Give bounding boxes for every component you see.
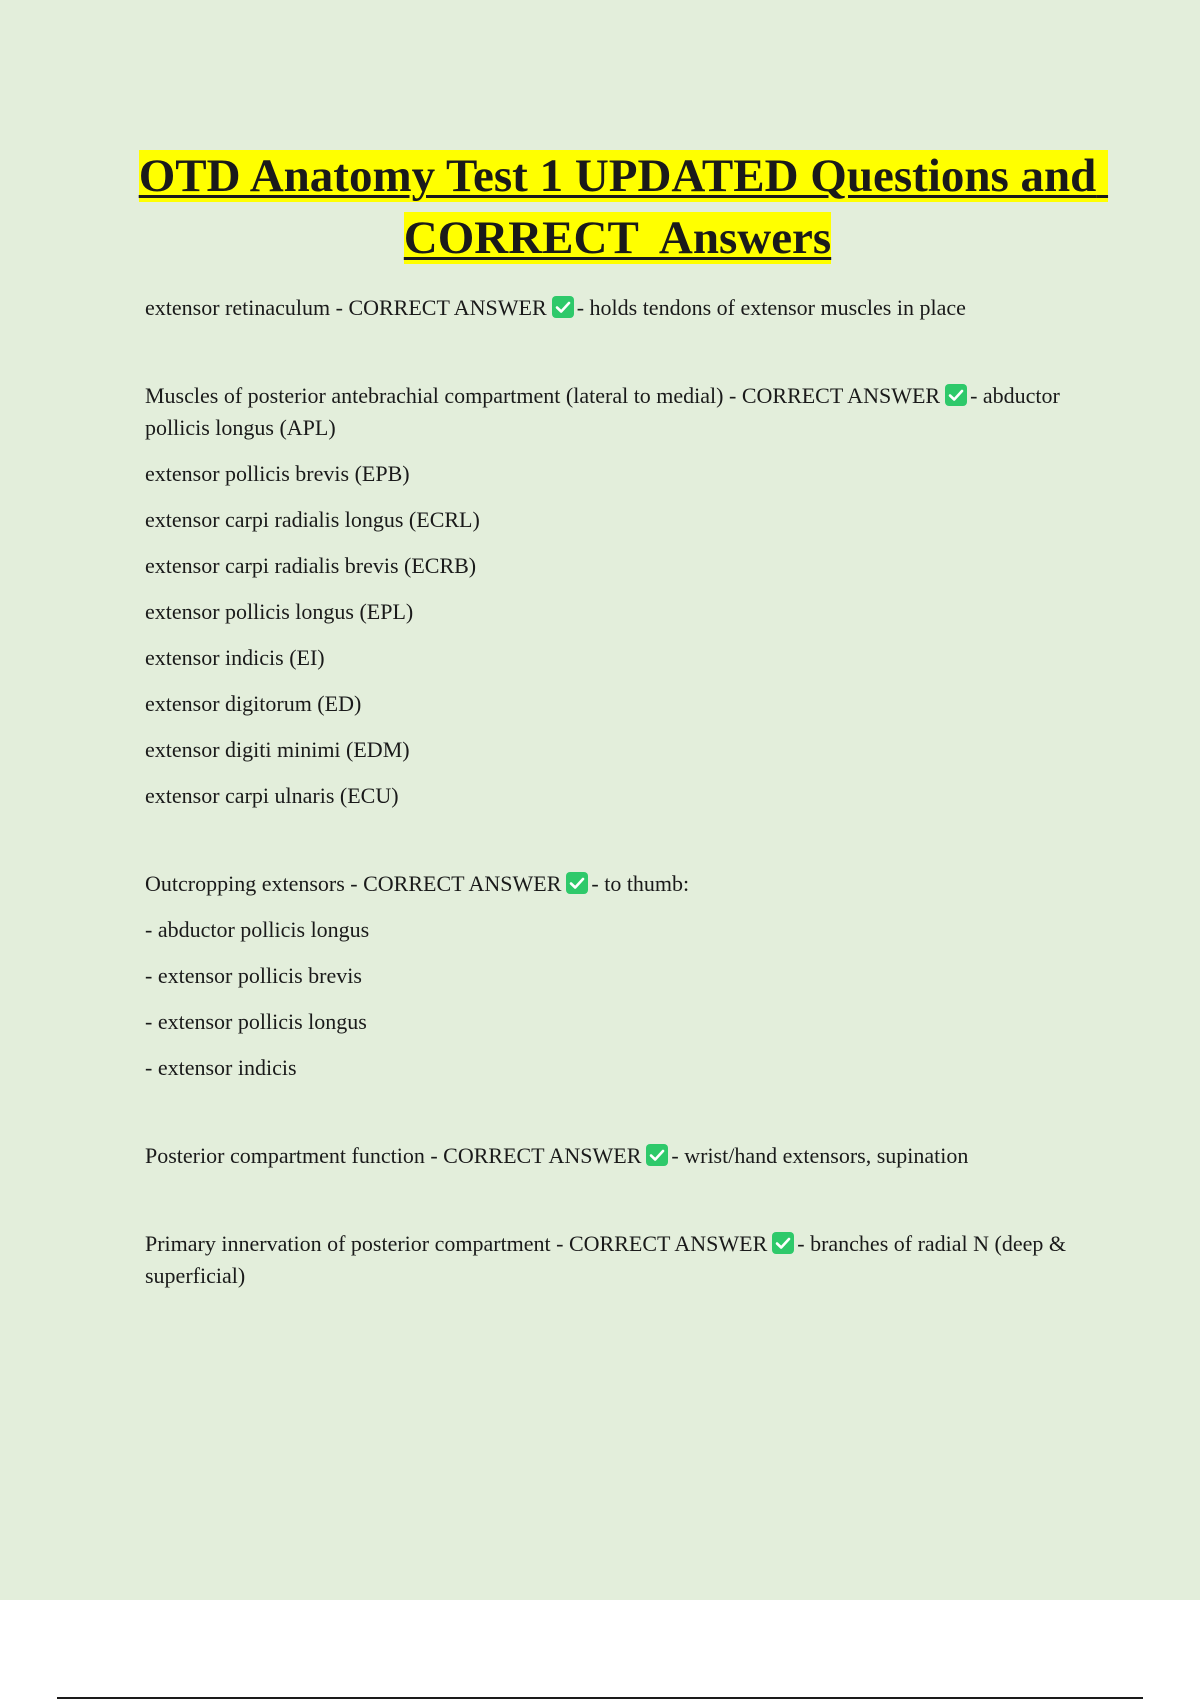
qa-entry-4: Posterior compartment function - CORRECT ANSWER - wrist/hand extensors, supination [145, 1143, 969, 1168]
question-text: Primary innervation of posterior compartment [145, 1231, 551, 1256]
list-item: - abductor pollicis longus [145, 917, 370, 942]
list-item: extensor carpi ulnaris (ECU) [145, 783, 399, 808]
question-text: Muscles of posterior antebrachial compartment (lateral to medial) [145, 383, 724, 408]
qa-content [145, 292, 1080, 1292]
question-text: Outcropping extensors [145, 871, 345, 896]
answer-marker: CORRECT ANSWER [741, 383, 941, 408]
list-item: extensor carpi radialis longus (ECRL) [145, 507, 480, 532]
list-item: extensor pollicis brevis (EPB) [145, 461, 410, 486]
list-item: - extensor pollicis brevis [145, 963, 362, 988]
page-separator-line [57, 1697, 1143, 1699]
answer-text: wrist/hand extensors, supination [684, 1143, 969, 1168]
answer-marker: CORRECT ANSWER [348, 295, 547, 320]
check-mark-button-icon [772, 1232, 794, 1254]
document-title-text: OTD Anatomy Test 1 UPDATED Questions and CORRECT Answers [138, 150, 1109, 264]
answer-text: branches of radial N (deep & superficial) [145, 1231, 1067, 1288]
answer-marker: CORRECT ANSWER [363, 871, 562, 896]
check-mark-button-icon [646, 1144, 668, 1166]
qa-entry-5: Primary innervation of posterior compartment - CORRECT ANSWER - branches of radial N (deep & superficial) [145, 1231, 1067, 1288]
list-item: extensor carpi radialis brevis (ECRB) [145, 553, 477, 578]
list-item: - extensor indicis [145, 1055, 297, 1080]
answer-marker: CORRECT ANSWER [443, 1143, 642, 1168]
list-item: extensor digiti minimi (EDM) [145, 737, 410, 762]
qa-entry-3: Outcropping extensors - CORRECT ANSWER - to thumb: [145, 871, 690, 896]
list-item: extensor indicis (EI) [145, 645, 325, 670]
question-text: Posterior compartment function [145, 1143, 425, 1168]
qa-entry-2: Muscles of posterior antebrachial compartment (lateral to medial) - CORRECT ANSWER - abductor pollicis longus (APL) [145, 383, 1060, 440]
document-title [100, 145, 1135, 269]
check-mark-button-icon [552, 296, 574, 318]
answer-text: to thumb: [604, 871, 690, 896]
list-item: extensor pollicis longus (EPL) [145, 599, 414, 624]
answer-text: holds tendons of extensor muscles in place [589, 295, 966, 320]
list-item: - extensor pollicis longus [145, 1009, 367, 1034]
check-mark-button-icon [566, 872, 588, 894]
list-item: extensor digitorum (ED) [145, 691, 362, 716]
check-mark-button-icon [945, 384, 967, 406]
answer-text: abductor pollicis longus (APL) [145, 383, 1060, 440]
question-text: extensor retinaculum [145, 295, 331, 320]
answer-marker: CORRECT ANSWER [569, 1231, 768, 1256]
qa-entry-1: extensor retinaculum - CORRECT ANSWER - holds tendons of extensor muscles in place [145, 295, 966, 320]
